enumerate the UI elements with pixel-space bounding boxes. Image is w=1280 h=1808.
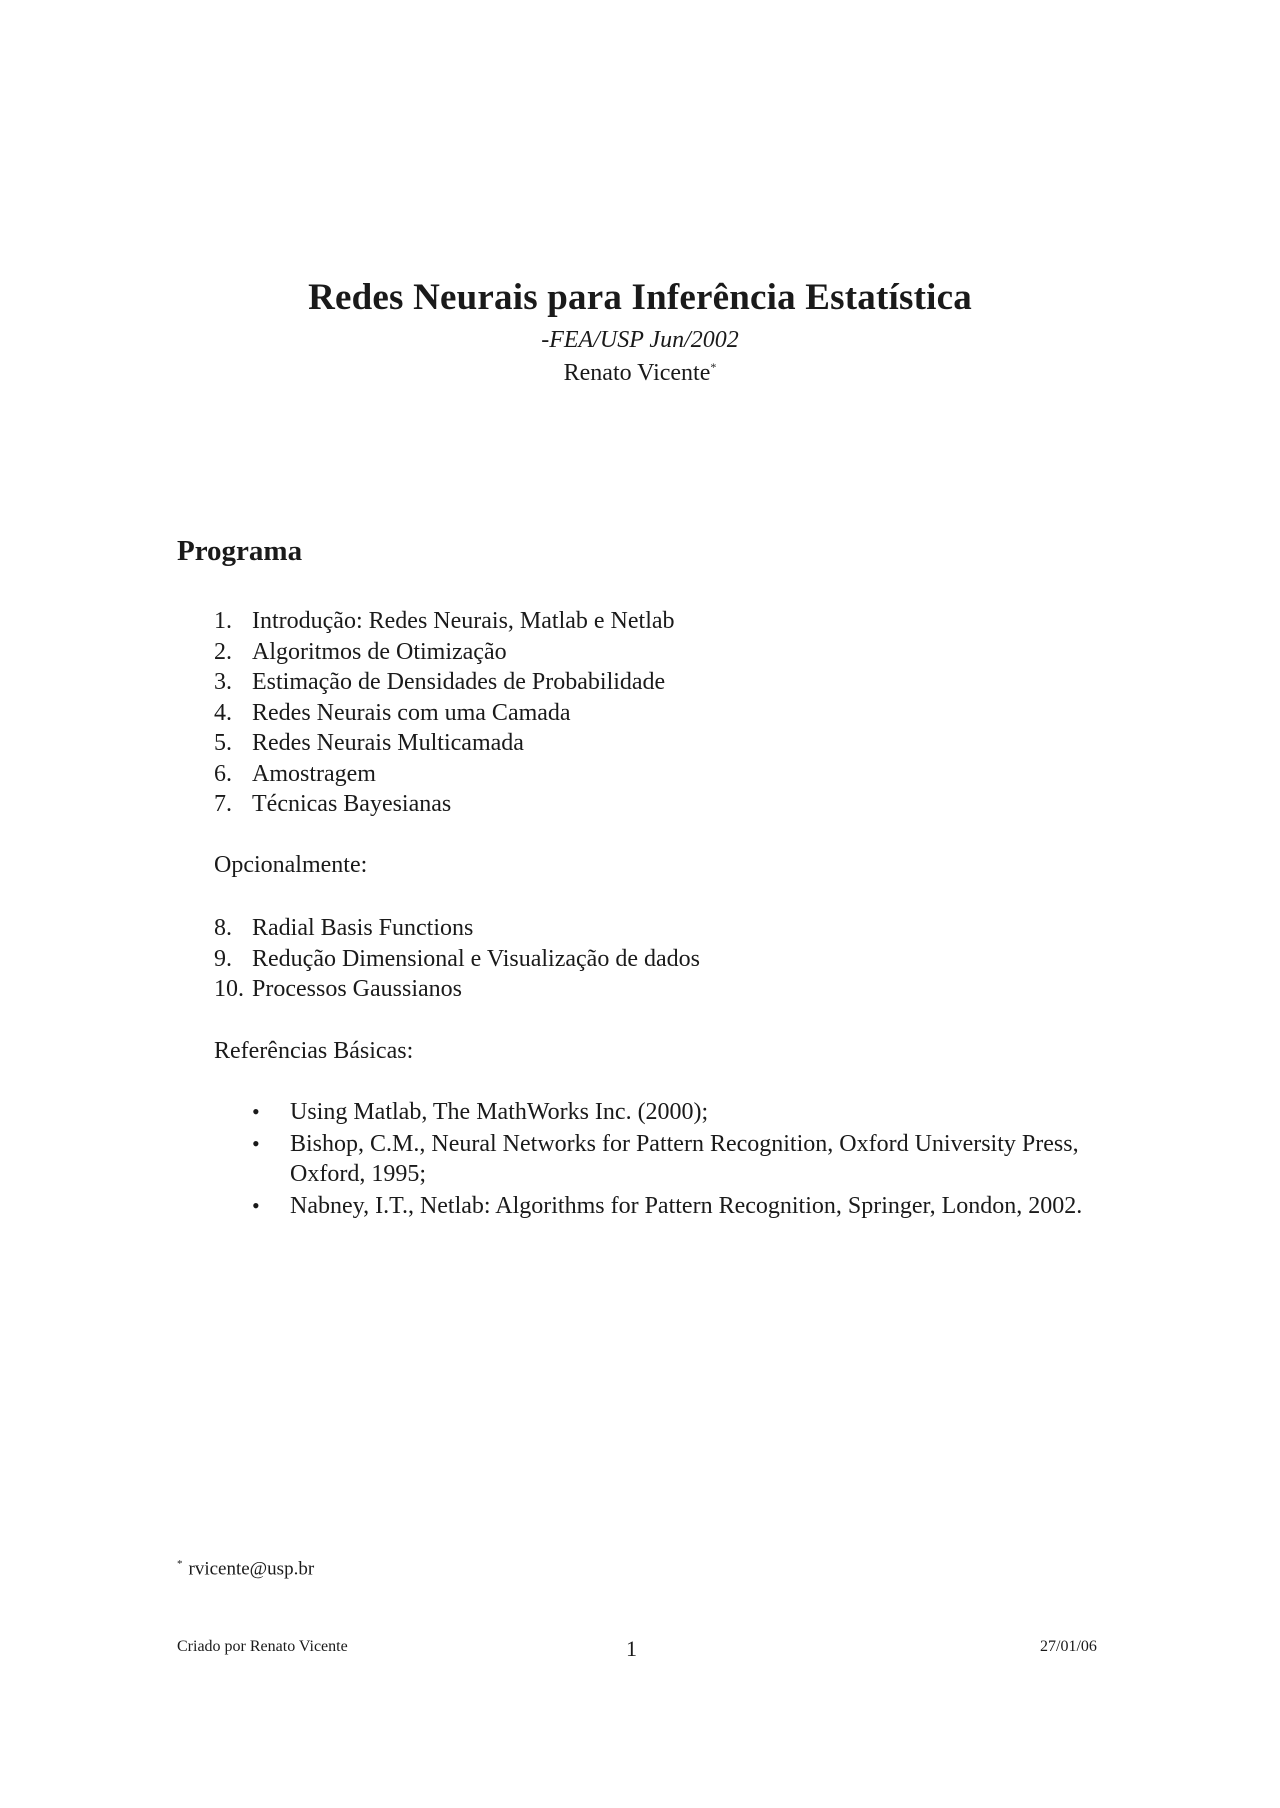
item-text: Redes Neurais com uma Camada [252,699,571,726]
reference-text: Bishop, C.M., Neural Networks for Pattern Recognition, Oxford University Press, Oxford, 1995; [290,1131,1079,1187]
document-title: Redes Neurais para Inferência Estatística [308,277,972,318]
reference-text: Nabney, I.T., Netlab: Algorithms for Pattern Recognition, Springer, London, 2002. [290,1193,1083,1219]
references-list [252,1097,1112,1223]
item-text: Amostragem [252,760,376,787]
footnote-mark: * [177,1558,183,1570]
list-item [214,789,675,820]
author-footnote-mark: * [710,360,717,374]
reference-item [252,1191,1112,1221]
item-number: 1. [214,608,232,634]
item-number: 10. [214,976,244,1002]
author-line [0,360,1280,387]
list-item [214,637,675,668]
footnote-email: rvicente@usp.br [188,1558,315,1580]
list-item [214,606,675,637]
list-item [214,974,700,1005]
item-text: Redução Dimensional e Visualização de dados [252,945,700,972]
bullet-icon: • [252,1131,260,1156]
item-text: Introdução: Redes Neurais, Matlab e Netlab [252,608,675,634]
item-text: Processos Gaussianos [252,976,462,1002]
bullet-icon: • [252,1099,260,1124]
list-item [214,759,675,790]
item-text: Estimação de Densidades de Probabilidade [252,669,666,695]
bullet-icon: • [252,1193,260,1218]
list-item [214,728,675,759]
item-number: 6. [214,760,232,787]
footer-date: 27/01/06 [1040,1638,1097,1655]
optional-label: Opcionalmente: [214,852,368,878]
item-number: 5. [214,730,232,756]
footnote [177,1558,314,1580]
item-text: Algoritmos de Otimização [252,638,507,665]
program-list [214,606,675,820]
list-item [214,944,700,975]
item-number: 4. [214,699,232,726]
item-number: 8. [214,915,232,941]
program-heading: Programa [177,535,303,567]
list-item [214,698,675,729]
reference-item [252,1129,1112,1189]
item-text: Redes Neurais Multicamada [252,730,524,756]
item-number: 3. [214,669,232,695]
list-item [214,667,675,698]
item-text: Radial Basis Functions [252,915,474,941]
list-item [214,913,700,944]
footer-author: Criado por Renato Vicente [177,1638,348,1655]
item-number: 2. [214,638,232,665]
item-text: Técnicas Bayesianas [252,791,452,817]
reference-text: Using Matlab, The MathWorks Inc. (2000); [290,1099,709,1125]
author-name: Renato Vicente [563,360,711,386]
references-label: Referências Básicas: [214,1038,414,1064]
document-subtitle: -FEA/USP Jun/2002 [541,327,739,353]
item-number: 7. [214,791,232,817]
item-number: 9. [214,945,232,972]
optional-list [214,913,700,1005]
reference-item [252,1097,1112,1127]
page-number: 1 [626,1636,637,1661]
